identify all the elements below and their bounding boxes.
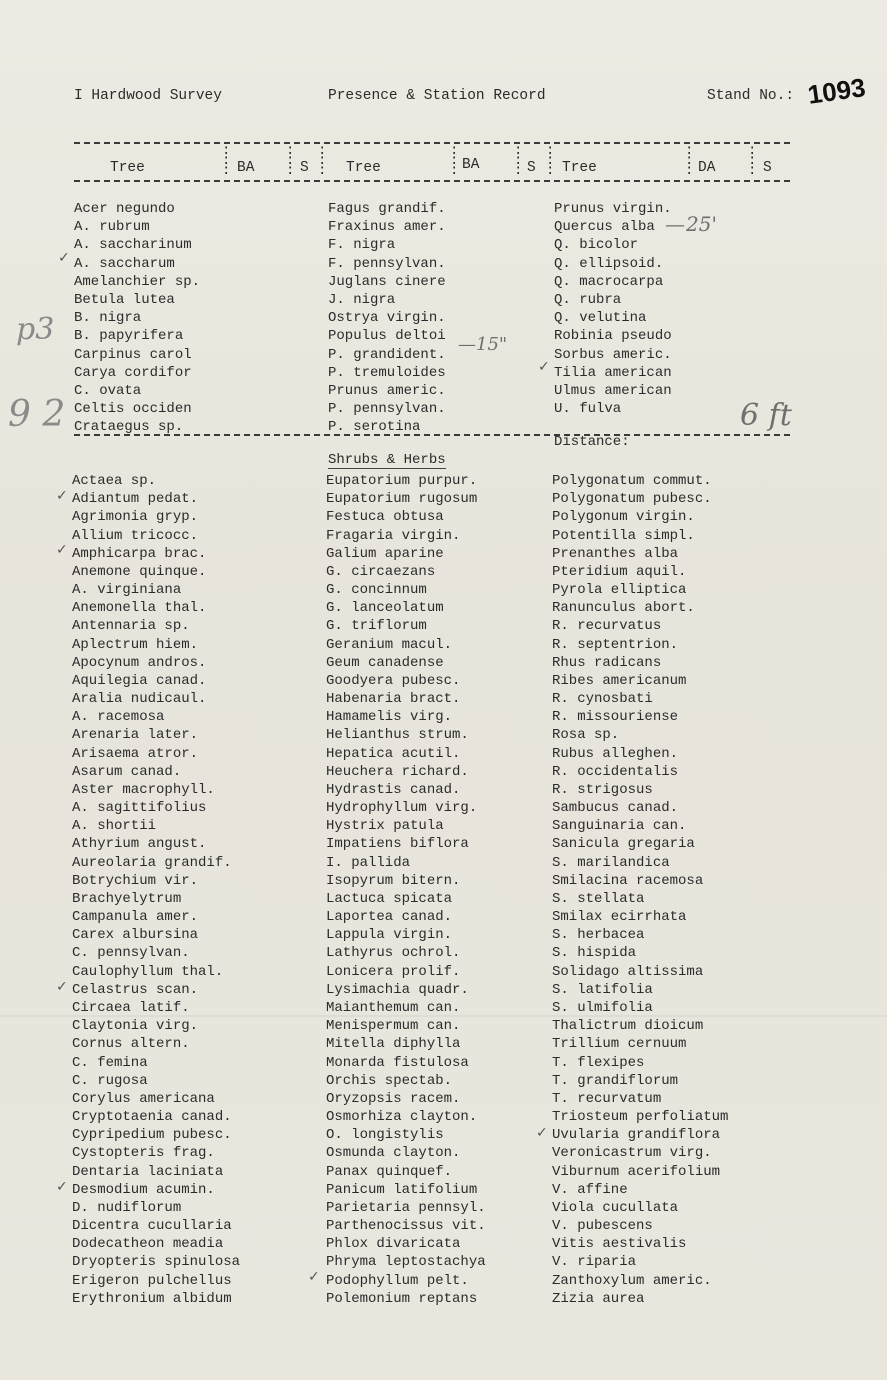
herb-species: Geum canadense [326,654,444,671]
herb-species: Phryma leptostachya [326,1254,486,1271]
herb-species: Botrychium vir. [72,872,199,889]
tree-species: P. tremuloides [328,364,446,381]
herb-species: Cystopteris frag. [72,1145,215,1162]
tree-species: P. pennsylvan. [328,401,446,418]
tree-species: Fraxinus amer. [328,219,446,236]
herb-species: Hydrastis canad. [326,781,461,798]
herb-species: Uvularia grandiflora [552,1127,721,1144]
herb-species: T. flexipes [552,1054,645,1071]
herb-species: I. pallida [326,854,411,871]
herb-species: S. hispida [552,945,637,962]
herb-species: Caulophyllum thal. [72,963,224,980]
tree-species: Q. ellipsoid. [554,255,664,272]
herb-species: A. virginiana [72,582,182,599]
herb-species: Polygonatum pubesc. [552,491,712,508]
herb-species: Lysimachia quadr. [326,981,469,998]
tree-species: Amelanchier sp. [74,273,201,290]
herb-species: Campanula amer. [72,909,199,926]
tree-species: Prunus virgin. [554,201,672,217]
herb-species: S. marilandica [552,854,670,871]
herb-species: Potentilla simpl. [552,527,695,544]
herb-species: A. racemosa [72,709,165,726]
check-mark-icon: ✓ [308,1269,320,1285]
tree-species: B. nigra [74,310,142,327]
herb-species: C. pennsylvan. [72,945,190,962]
herb-species: Vitis aestivalis [552,1236,687,1253]
herb-species: G. circaezans [326,563,436,580]
herb-species: Anemonella thal. [72,600,207,617]
tree-list-col-2 [328,200,446,436]
tree-list-col-3 [554,200,672,418]
herb-species: Zizia aurea [552,1290,645,1307]
herb-species: D. nudiflorum [72,1199,182,1216]
herb-species: Corylus americana [72,1090,215,1107]
herb-species: Menispermum can. [326,1018,461,1035]
herb-species: Viola cucullata [552,1199,679,1216]
herb-species: Osmorhiza clayton. [326,1109,478,1126]
tree-species: Tilia american [554,364,672,381]
stand-number: 1093 [805,72,868,110]
herb-species: Prenanthes alba [552,545,679,562]
dashed-rule-mid [74,434,790,436]
herb-species: Polygonatum commut. [552,473,712,489]
herb-species: Trillium cernuum [552,1036,687,1053]
check-mark-icon: ✓ [56,1179,68,1195]
herb-species: Hepatica acutil. [326,745,461,762]
herb-species: Osmunda clayton. [326,1145,461,1162]
distance-label: Distance: [554,434,630,450]
herb-species: R. missouriense [552,709,679,726]
herb-species: Rhus radicans [552,654,662,671]
herb-species: R. septentrion. [552,636,679,653]
handwritten-populus-note: —15" [458,334,508,355]
check-mark-icon: ✓ [58,250,70,266]
column-separator: : : : [514,143,523,179]
tree-species: Q. velutina [554,310,647,327]
tree-species: A. saccharum [74,255,175,272]
herb-species: Erythronium albidum [72,1290,232,1307]
herb-species: Dryopteris spinulosa [72,1254,241,1271]
column-separator: : : : [546,143,555,179]
herb-species: Helianthus strum. [326,727,469,744]
herb-species: A. shortii [72,818,157,835]
herb-species: G. concinnum [326,582,427,599]
herb-species: Desmodium acumin. [72,1181,215,1198]
herb-species: Arenaria later. [72,727,199,744]
herb-species: Cypripedium pubesc. [72,1127,232,1144]
tree-species: Sorbus americ. [554,346,672,363]
tree-species: P. grandident. [328,346,446,363]
tree-header-2: Tree [346,160,381,176]
herb-species: Dentaria laciniata [72,1163,224,1180]
tree-species: B. papyrifera [74,328,184,345]
tree-species: U. fulva [554,401,622,418]
herb-species: R. occidentalis [552,763,679,780]
herb-species: Cornus altern. [72,1036,190,1053]
herb-species: C. femina [72,1054,148,1071]
herb-species: Eupatorium purpur. [326,473,478,489]
herb-species: Monarda fistulosa [326,1054,469,1071]
herb-species: Mitella diphylla [326,1036,461,1053]
herb-species: Habenaria bract. [326,691,461,708]
survey-title: I Hardwood Survey [74,88,222,104]
herb-species: Claytonia virg. [72,1018,199,1035]
herb-species: Dodecatheon meadia [72,1236,224,1253]
herb-species: Carex albursina [72,927,199,944]
tree-species: Populus deltoi [328,328,446,345]
dashed-rule-top [74,142,790,144]
herb-species: Aquilegia canad. [72,672,207,689]
tree-species: Quercus alba [554,219,655,236]
tree-species: Betula lutea [74,291,175,308]
tree-species: Carya cordifor [74,364,192,381]
herb-species: Erigeron pulchellus [72,1272,232,1289]
herb-species: Apocynum andros. [72,654,207,671]
herb-species: Sambucus canad. [552,800,679,817]
s-header-1: S [300,160,309,176]
herb-species: Lappula virgin. [326,927,453,944]
herb-species: T. recurvatum [552,1090,662,1107]
herb-species: Hamamelis virg. [326,709,453,726]
herb-species: Eupatorium rugosum [326,491,478,508]
herb-species: Veronicastrum virg. [552,1145,712,1162]
herb-list-col-2 [326,472,486,1308]
column-separator: : : : [450,143,459,179]
tree-header-1: Tree [110,160,145,176]
herb-list-col-1 [72,472,240,1308]
tree-species: P. serotina [328,419,421,436]
herb-species: Athyrium angust. [72,836,207,853]
s-header-3: S [763,160,772,176]
herb-species: Parthenocissus vit. [326,1218,486,1235]
tree-species: A. rubrum [74,219,150,236]
herb-species: Isopyrum bitern. [326,872,461,889]
herb-species: Parietaria pennsyl. [326,1199,486,1216]
tree-header-3: Tree [562,160,597,176]
herb-species: Maianthemum can. [326,999,461,1016]
stand-label: Stand No.: [707,88,795,104]
herb-species: Sanicula gregaria [552,836,695,853]
check-mark-icon: ✓ [56,542,68,558]
herb-species: Circaea latif. [72,999,190,1016]
herb-species: Solidago altissima [552,963,704,980]
shrubs-herbs-heading: Shrubs & Herbs [328,452,446,468]
herb-species: Allium tricocc. [72,527,199,544]
tree-species: Q. rubra [554,291,622,308]
tree-species: Acer negundo [74,201,175,217]
herb-species: S. herbacea [552,927,645,944]
handwritten-margin-note-a: p3 [16,312,55,347]
herb-species: Geranium macul. [326,636,453,653]
da-header-3: DA [698,160,716,176]
handwritten-quercus-note: —25' [665,212,717,236]
herb-species: G. lanceolatum [326,600,444,617]
herb-species: Cryptotaenia canad. [72,1109,232,1126]
herb-species: Hydrophyllum virg. [326,800,478,817]
tree-species: Fagus grandif. [328,201,446,217]
herb-species: Impatiens biflora [326,836,469,853]
column-separator: : : : [685,143,694,179]
dashed-rule-header [74,180,790,182]
herb-species: Phlox divaricata [326,1236,461,1253]
herb-species: Triosteum perfoliatum [552,1109,729,1126]
column-separator: : : : [222,143,231,179]
herb-species: Podophyllum pelt. [326,1272,469,1289]
herb-species: Aureolaria grandif. [72,854,232,871]
tree-species: Ulmus american [554,382,672,399]
herb-species: S. ulmifolia [552,999,653,1016]
tree-list-col-1 [74,200,200,436]
tree-species: Juglans cinere [328,273,446,290]
herb-species: R. recurvatus [552,618,662,635]
herb-species: Aster macrophyll. [72,781,215,798]
herb-species: V. affine [552,1181,628,1198]
herb-species: Polygonum virgin. [552,509,695,526]
herb-species: Festuca obtusa [326,509,444,526]
herb-species: Lactuca spicata [326,890,453,907]
herb-species: Heuchera richard. [326,763,469,780]
herb-species: Smilacina racemosa [552,872,704,889]
tree-species: Celtis occiden [74,401,192,418]
tree-species: F. pennsylvan. [328,255,446,272]
herb-species: Oryzopsis racem. [326,1090,461,1107]
check-mark-icon: ✓ [56,488,68,504]
herb-species: Ranunculus abort. [552,600,695,617]
herb-species: Anemone quinque. [72,563,207,580]
column-separator: : : : [286,143,295,179]
herb-species: Dicentra cucullaria [72,1218,232,1235]
ba-header-1: BA [237,160,255,176]
herb-species: Laportea canad. [326,909,453,926]
herb-species: V. pubescens [552,1218,653,1235]
herb-species: Aralia nudicaul. [72,691,207,708]
herb-species: Aplectrum hiem. [72,636,199,653]
tree-species: Crataegus sp. [74,419,184,436]
herb-species: Asarum canad. [72,763,182,780]
herb-species: R. cynosbati [552,691,653,708]
herb-species: Zanthoxylum americ. [552,1272,712,1289]
herb-species: Rubus alleghen. [552,745,679,762]
herb-species: Adiantum pedat. [72,491,199,508]
s-header-2: S [527,160,536,176]
herb-species: C. rugosa [72,1072,148,1089]
herb-list-col-3 [552,472,728,1308]
herb-species: Galium aparine [326,545,444,562]
herb-species: Orchis spectab. [326,1072,453,1089]
herb-species: Pyrola elliptica [552,582,687,599]
handwritten-distance-value: 6 ft [740,398,792,433]
tree-species: Prunus americ. [328,382,446,399]
herb-species: Hystrix patula [326,818,444,835]
tree-species: Robinia pseudo [554,328,672,345]
herb-species: Brachyelytrum [72,890,182,907]
tree-species: F. nigra [328,237,396,254]
tree-species: Ostrya virgin. [328,310,446,327]
herb-species: Goodyera pubesc. [326,672,461,689]
herb-species: Agrimonia gryp. [72,509,199,526]
ba-header-2: BA [462,157,480,173]
tree-species: Carpinus carol [74,346,192,363]
herb-species: R. strigosus [552,781,653,798]
column-separator: : : : [318,143,327,179]
herb-species: Sanguinaria can. [552,818,687,835]
herb-species: Smilax ecirrhata [552,909,687,926]
tree-species: A. saccharinum [74,237,192,254]
herb-species: Actaea sp. [72,473,157,489]
handwritten-margin-note-b: 9 2 [8,394,66,435]
herb-species: Lonicera prolif. [326,963,461,980]
herb-species: Thalictrum dioicum [552,1018,704,1035]
column-separator: : : : [748,143,757,179]
herb-species: Panax quinquef. [326,1163,453,1180]
check-mark-icon: ✓ [538,359,550,375]
herb-species: Antennaria sp. [72,618,190,635]
check-mark-icon: ✓ [56,979,68,995]
check-mark-icon: ✓ [536,1125,548,1141]
herb-species: V. riparia [552,1254,637,1271]
herb-species: Polemonium reptans [326,1290,478,1307]
herb-species: S. latifolia [552,981,653,998]
tree-species: Q. bicolor [554,237,639,254]
herb-species: T. grandiflorum [552,1072,679,1089]
herb-species: O. longistylis [326,1127,444,1144]
herb-species: Lathyrus ochrol. [326,945,461,962]
herb-species: Ribes americanum [552,672,687,689]
tree-species: J. nigra [328,291,396,308]
herb-species: Panicum latifolium [326,1181,478,1198]
herb-species: Pteridium aquil. [552,563,687,580]
herb-species: Rosa sp. [552,727,620,744]
herb-species: G. triflorum [326,618,427,635]
tree-species: Q. macrocarpa [554,273,664,290]
herb-species: Fragaria virgin. [326,527,461,544]
herb-species: S. stellata [552,890,645,907]
tree-species: C. ovata [74,382,142,399]
herb-species: Viburnum acerifolium [552,1163,721,1180]
record-title: Presence & Station Record [328,88,546,104]
herb-species: Celastrus scan. [72,981,199,998]
herb-species: Amphicarpa brac. [72,545,207,562]
herb-species: A. sagittifolius [72,800,207,817]
herb-species: Arisaema atror. [72,745,199,762]
